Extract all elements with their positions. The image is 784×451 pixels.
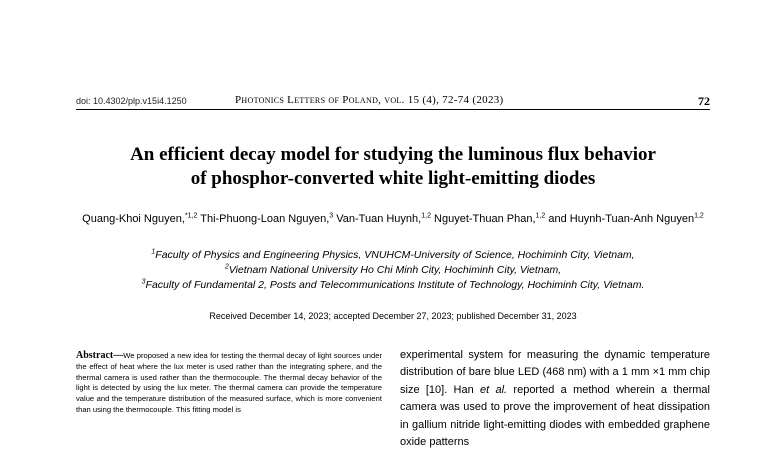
doi-text: doi: 10.4302/plp.v15i4.1250 [76,96,187,106]
body-text: reported a method wherein a thermal camera was used to prove the improvement of heat dissipation in gallium nitride light-emitting diodes with embedded graphene oxide patterns [400,383,710,449]
page-number: 72 [698,94,710,108]
author-name: Van-Tuan Huynh, [333,213,422,225]
affiliation-item [76,263,710,278]
author-list [76,211,710,227]
author-sup: 1,2 [694,212,704,220]
body-text: experimental system for measuring the dynamic temperature distribution of bare blue LED (468 nm) with a 1 mm ×1 mm chip size [10]. Han [400,349,710,396]
affiliation-text: Vietnam National University Ho Chi Minh City, Hochiminh City, Vietnam, [228,264,562,276]
author-name: Nguyet-Thuan Phan, [430,213,536,225]
abstract-label: Abstract [76,350,114,361]
author-sup: 1,2 [421,212,431,220]
affiliation-text: Faculty of Fundamental 2, Posts and Telecommunications Institute of Technology, Hochiminh City, Vietnam. [145,279,645,291]
author-sup: 3 [329,212,334,220]
title-line-1: An efficient decay model for studying the luminous flux behavior [130,144,656,165]
abstract-block [76,351,382,416]
author-sup: *1,2 [184,212,198,220]
affiliation-sup: 2 [224,263,229,271]
affiliation-sup: 3 [141,278,146,286]
affiliation-list [76,248,710,293]
body-text-italic: et al. [480,383,508,396]
author-name: and Huynh-Tuan-Anh Nguyen [545,213,695,225]
author-name: Thi-Phuong-Loan Nguyen, [197,213,330,225]
author-sup: 1,2 [535,212,546,220]
received-dates: Received December 14, 2023; accepted December 27, 2023; published December 31, 2023 [209,311,577,321]
body-column-right [400,347,710,451]
abstract-text: We proposed a new idea for testing the thermal decay of light sources under the effect of heat where the lux meter is used rather than the integrating sphere, and the thermal camera is used rather than the thermocouple. The thermal decay behavior of the light is detected by using the lux meter. The thermal camera can provide the temperature value and the temperature distribution of the measured surface, which is more convenient than using the thermocouple. This fitting model is [76,351,382,414]
paper-title [76,143,710,191]
author-name: Quang-Khoi Nguyen, [82,213,185,225]
abstract-dash: — [113,350,124,361]
header-rule [76,109,710,110]
affiliation-item [76,248,710,263]
affiliation-text: Faculty of Physics and Engineering Physics, VNUHCM-University of Science, Hochiminh City, Vietnam, [155,249,635,261]
title-line-2: of phosphor-converted white light-emitting diodes [190,168,596,189]
journal-header: Photonics Letters of Poland, vol. 15 (4), 72-74 (2023) [235,94,504,106]
affiliation-sup: 1 [151,248,156,256]
affiliation-item [76,278,710,293]
